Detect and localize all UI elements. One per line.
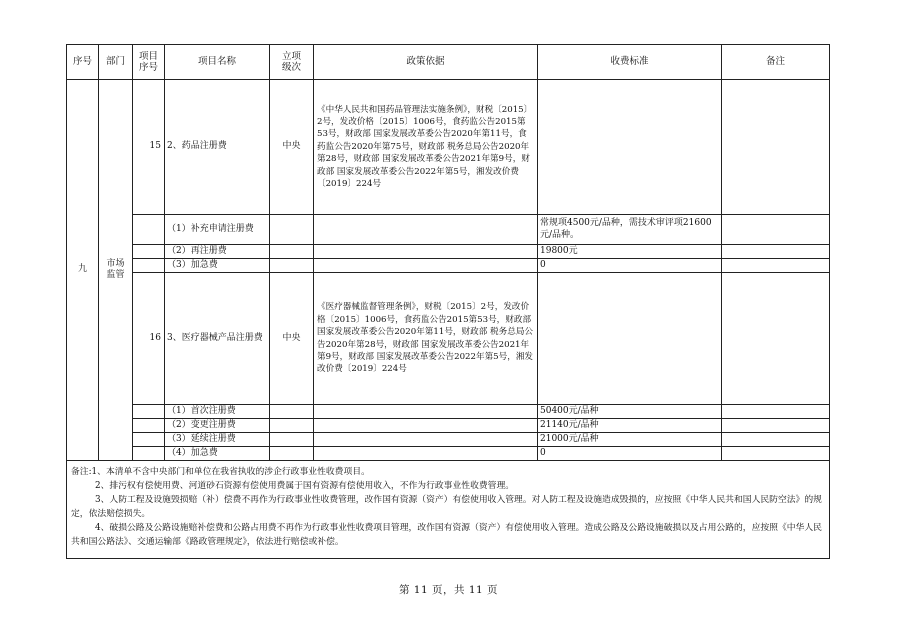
note-3: 3、人防工程及设施毁损赔（补）偿费不再作为行政事业性收费管理，改作国有资源（资产）有偿使用收入管理。对人防工程及设施造成毁损的，应按照《中华人民共和国人民防空法》的规定，依法赔偿损失。 [71, 495, 822, 519]
item-policy: 《中华人民共和国药品管理法实施条例》，财税〔2015〕2号，发改价格〔2015〕1006号，食药监公告2015第53号，财政部 国家发展改革委公告2020年第11号，食药监公告2020年第75号，财政部 税务总局公告2020年第28号，财政部 国家发展改革委公告2021年第9号，财政部 国家发展改革委公告2022年第5号，湘发改价费〔2019〕224号 [314, 80, 538, 215]
table-row [67, 433, 830, 447]
header-level: 立项 级次 [270, 45, 314, 80]
sub-item-standard: 21140元/品种 [538, 419, 722, 433]
table-row [67, 273, 830, 405]
note-4: 4、破损公路及公路设施赔补偿费和公路占用费不再作为行政事业性收费项目管理，改作国有资源（资产）有偿使用收入管理。造成公路及公路设施破损以及占用公路的，应按照《中华人民共和国公路法》、交通运输部《路政管理规定》，依法进行赔偿或补偿。 [71, 523, 822, 547]
sub-item-name: （1）补充申请注册费 [165, 215, 270, 245]
item-remark [722, 273, 830, 405]
notes-cell [67, 461, 830, 559]
header-seq: 序号 [67, 45, 99, 80]
item-name: 3、医疗器械产品注册费 [165, 273, 270, 405]
fee-table [66, 44, 830, 559]
header-standard: 收费标准 [538, 45, 722, 80]
note-1: 备注:1、本清单不含中央部门和单位在我省执收的涉企行政事业性收费项目。 [71, 467, 370, 477]
section-seq: 九 [67, 80, 99, 461]
table-row [67, 215, 830, 245]
table-row [67, 245, 830, 259]
table-row [67, 80, 830, 215]
sub-item-name: （2）再注册费 [165, 245, 270, 259]
notes-row [67, 461, 830, 559]
sub-item-standard: 50400元/品种 [538, 405, 722, 419]
header-remark: 备注 [722, 45, 830, 80]
sub-item-standard: 常规项4500元/品种，需技术审评项21600元/品种。 [538, 215, 722, 245]
page-number: 第 11 页，共 11 页 [398, 584, 499, 596]
sub-item-standard: 19800元 [538, 245, 722, 259]
sub-item-standard: 0 [538, 447, 722, 461]
item-level: 中央 [270, 80, 314, 215]
sub-item-name: （1）首次注册费 [165, 405, 270, 419]
sub-item-name: （3）加急费 [165, 259, 270, 273]
item-seq: 15 [133, 80, 165, 215]
item-level: 中央 [270, 273, 314, 405]
sub-item-standard: 21000元/品种 [538, 433, 722, 447]
table-row [67, 259, 830, 273]
sub-item-standard: 0 [538, 259, 722, 273]
sub-item-name: （2）变更注册费 [165, 419, 270, 433]
table-row [67, 447, 830, 461]
item-policy: 《医疗器械监督管理条例》，财税〔2015〕2号，发改价格〔2015〕1006号，食药监公告2015第53号，财政部 国家发展改革委公告2020年第11号，财政部 税务总局公告2020年第28号，财政部 国家发展改革委公告2021年第9号，财政部 国家发展改革委公告2022年第5号，湘发改价费〔2019〕224号 [314, 273, 538, 405]
header-item-seq: 项目 序号 [133, 45, 165, 80]
item-remark [722, 80, 830, 215]
table-row [67, 405, 830, 419]
header-dept: 部门 [99, 45, 133, 80]
header-row [67, 45, 830, 80]
item-standard [538, 273, 722, 405]
sub-item-name: （4）加急费 [165, 447, 270, 461]
sub-item-name: （3）延续注册费 [165, 433, 270, 447]
item-seq: 16 [133, 273, 165, 405]
item-standard [538, 80, 722, 215]
note-2: 2、排污权有偿使用费、河道砂石资源有偿使用费属于国有资源有偿使用收入，不作为行政事业性收费管理。 [95, 481, 515, 491]
section-dept: 市场 监管 [99, 80, 133, 461]
header-item-name: 项目名称 [165, 45, 270, 80]
item-name: 2、药品注册费 [165, 80, 270, 215]
header-policy: 政策依据 [314, 45, 538, 80]
table-row [67, 419, 830, 433]
fee-table-sheet [66, 44, 829, 559]
